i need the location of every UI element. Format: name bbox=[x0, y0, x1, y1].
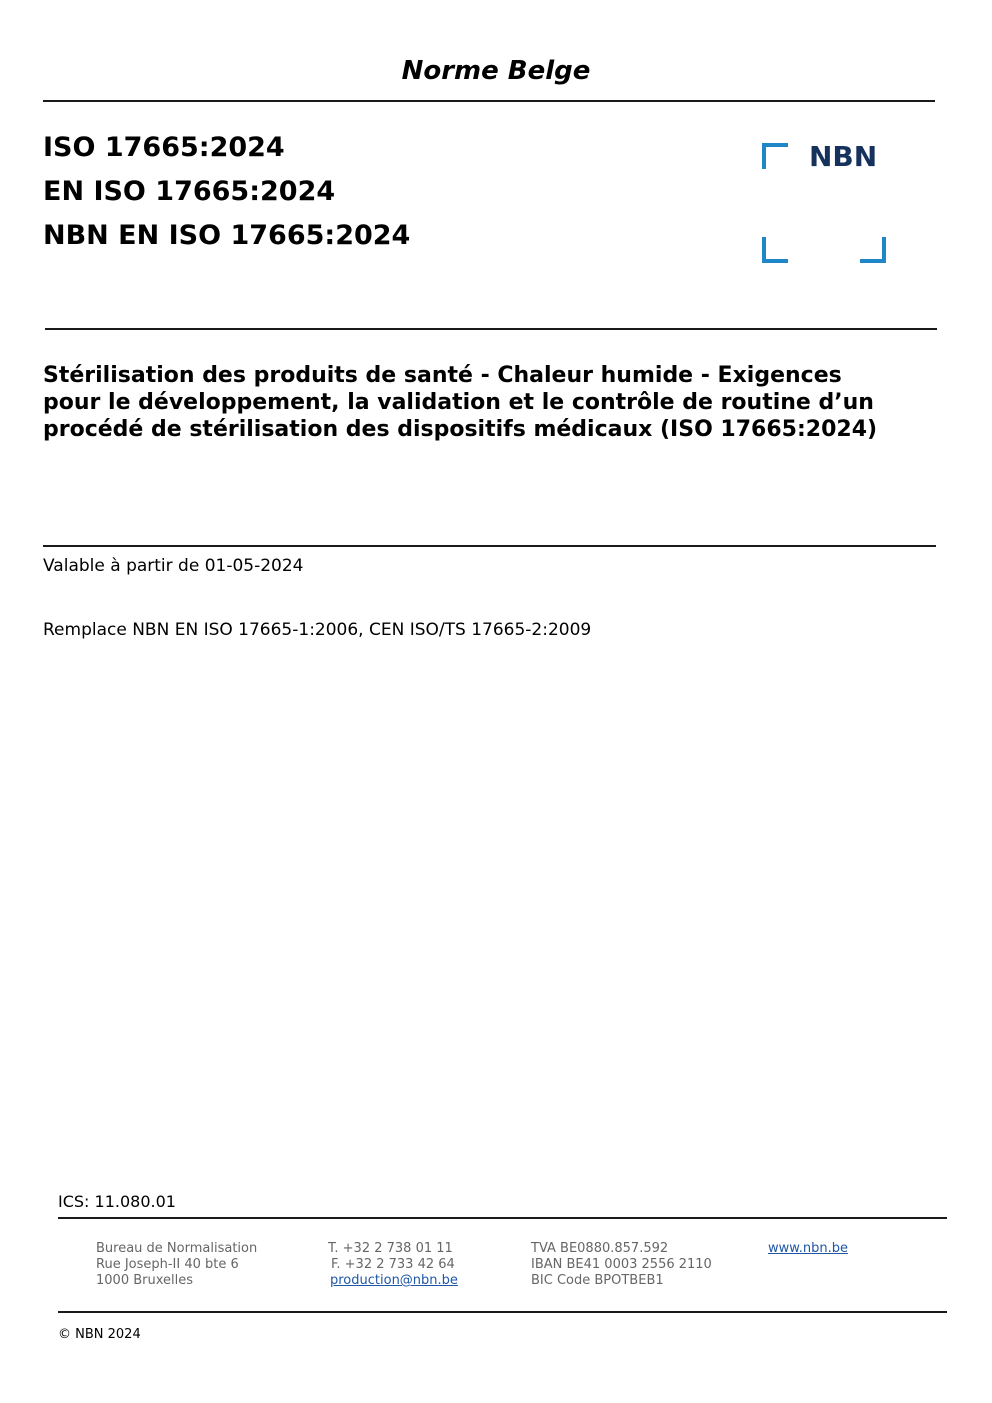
logo-corner-top-left bbox=[762, 143, 788, 169]
bic: BIC Code BPOTBEB1 bbox=[531, 1273, 664, 1288]
document-title: Stérilisation des produits de santé - Chaleur humide - Exigences pour le développement, la validation et le contrôle de routine d’un procédé de stérilisation des dispositifs médicaux (ISO 17665:2024) bbox=[43, 363, 878, 442]
address-line: 1000 Bruxelles bbox=[96, 1273, 194, 1288]
ics-code: ICS: 11.080.01 bbox=[58, 1192, 176, 1211]
copyright: © NBN 2024 bbox=[58, 1327, 141, 1342]
email-link[interactable]: production@nbn.be bbox=[330, 1273, 458, 1288]
address-line: Rue Joseph-II 40 bte 6 bbox=[96, 1257, 239, 1272]
standard-number-iso: ISO 17665:2024 bbox=[43, 132, 285, 163]
phone: T. +32 2 738 01 11 bbox=[328, 1241, 453, 1256]
header-title: Norme Belge bbox=[401, 56, 591, 86]
footer-bank bbox=[531, 1241, 712, 1289]
footer-contact bbox=[328, 1241, 458, 1289]
footer-divider-bottom bbox=[58, 1311, 947, 1313]
footer-web bbox=[768, 1241, 848, 1257]
iban: IBAN BE41 0003 2556 2110 bbox=[531, 1257, 712, 1272]
standard-number-en: EN ISO 17665:2024 bbox=[43, 176, 336, 207]
logo-corner-bottom-right bbox=[860, 237, 886, 263]
replaces: Remplace NBN EN ISO 17665-1:2006, CEN ISO/TS 17665-2:2009 bbox=[43, 620, 592, 640]
standard-number-nbn: NBN EN ISO 17665:2024 bbox=[43, 220, 411, 251]
logo-corner-bottom-left bbox=[762, 237, 788, 263]
nbn-logo bbox=[760, 140, 886, 264]
header-divider bbox=[43, 100, 935, 102]
fax: F. +32 2 733 42 64 bbox=[331, 1257, 455, 1272]
tva: TVA BE0880.857.592 bbox=[531, 1241, 669, 1256]
title-divider-top bbox=[45, 328, 937, 330]
address-line: Bureau de Normalisation bbox=[96, 1241, 258, 1256]
website-link[interactable]: www.nbn.be bbox=[768, 1241, 848, 1256]
title-divider-bottom bbox=[43, 545, 936, 547]
logo-text: NBN bbox=[809, 140, 878, 173]
footer-address bbox=[96, 1241, 257, 1289]
valid-from: Valable à partir de 01-05-2024 bbox=[43, 556, 304, 576]
footer-divider-top bbox=[58, 1217, 947, 1219]
